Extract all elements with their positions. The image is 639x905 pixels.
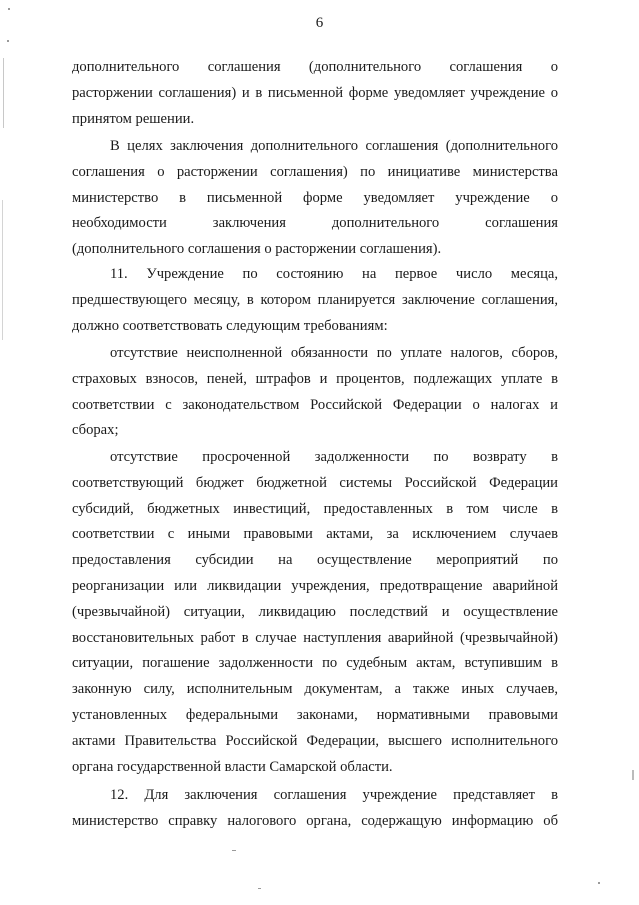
- text-line: (чрезвычайной) ситуации, ликвидацию последствий и осуществление: [72, 603, 558, 620]
- scan-mark: [2, 200, 3, 340]
- text-line: принятом решении.: [72, 110, 195, 127]
- scan-mark: [232, 850, 236, 851]
- scan-mark: [632, 770, 634, 780]
- text-line: министерство справку налогового органа, содержащую информацию об: [72, 812, 558, 829]
- text-line: 12. Для заключения соглашения учреждение представляет в: [110, 787, 558, 803]
- scan-mark: [8, 8, 10, 10]
- text-line: соответствии с законодательством Российской Федерации о налогах и: [72, 396, 558, 413]
- text-line: предоставления субсидии на осуществление мероприятий по: [72, 552, 558, 569]
- scan-mark: [7, 40, 9, 42]
- text-line: реорганизации или ликвидации учреждения, предотвращение аварийной: [72, 577, 558, 594]
- text-line: восстановительных работ в случае наступления аварийной (чрезвычайной): [72, 629, 558, 646]
- text-line: соответствии с иными правовыми актами, за исключением случаев: [72, 526, 558, 543]
- text-line: актами Правительства Российской Федерации, высшего исполнительного: [72, 732, 558, 749]
- text-line: дополнительного соглашения (дополнительного соглашения о: [72, 59, 558, 75]
- text-line: соответствующий бюджет бюджетной системы Российской Федерации: [72, 474, 558, 491]
- text-line: необходимости заключения дополнительного соглашения: [72, 215, 558, 232]
- paragraph-6: [72, 783, 558, 835]
- text-line: 11. Учреждение по состоянию на первое число месяца,: [110, 266, 558, 282]
- text-line: расторжении соглашения) и в письменной форме уведомляет учреждение о: [72, 84, 558, 101]
- text-line: отсутствие просроченной задолженности по возврату в: [110, 449, 558, 465]
- scan-mark: [3, 58, 4, 128]
- paragraph-3: [72, 262, 558, 339]
- text-line: страховых взносов, пеней, штрафов и процентов, подлежащих уплате в: [72, 370, 558, 387]
- text-line: соглашения о расторжении соглашения) по инициативе министерства: [72, 163, 558, 180]
- paragraph-4: [72, 341, 558, 444]
- text-line: органа государственной власти Самарской области.: [72, 758, 393, 775]
- text-line: отсутствие неисполненной обязанности по уплате налогов, сборов,: [110, 345, 558, 361]
- text-line: установленных федеральными законами, нормативными правовыми: [72, 706, 558, 723]
- paragraph-2: [72, 134, 558, 263]
- paragraph-5: [72, 445, 558, 780]
- scan-mark: [598, 882, 600, 884]
- text-line: субсидий, бюджетных инвестиций, предоставленных в том числе в: [72, 500, 558, 517]
- text-line: В целях заключения дополнительного соглашения (дополнительного: [110, 138, 558, 154]
- text-line: законную силу, исполнительным документам, а также иных случаев,: [72, 681, 558, 698]
- text-line: сборах;: [72, 422, 119, 439]
- text-line: предшествующего месяцу, в котором планируется заключение соглашения,: [72, 291, 558, 308]
- scan-mark: [258, 888, 261, 889]
- text-line: министерство в письменной форме уведомляет учреждение о: [72, 189, 558, 206]
- text-line: (дополнительного соглашения о расторжении соглашения).: [72, 241, 442, 258]
- page-number: 6: [315, 15, 324, 31]
- text-line: ситуации, погашение задолженности по судебным актам, вступившим в: [72, 655, 558, 672]
- paragraph-1: [72, 55, 558, 132]
- text-line: должно соответствовать следующим требованиям:: [72, 317, 388, 334]
